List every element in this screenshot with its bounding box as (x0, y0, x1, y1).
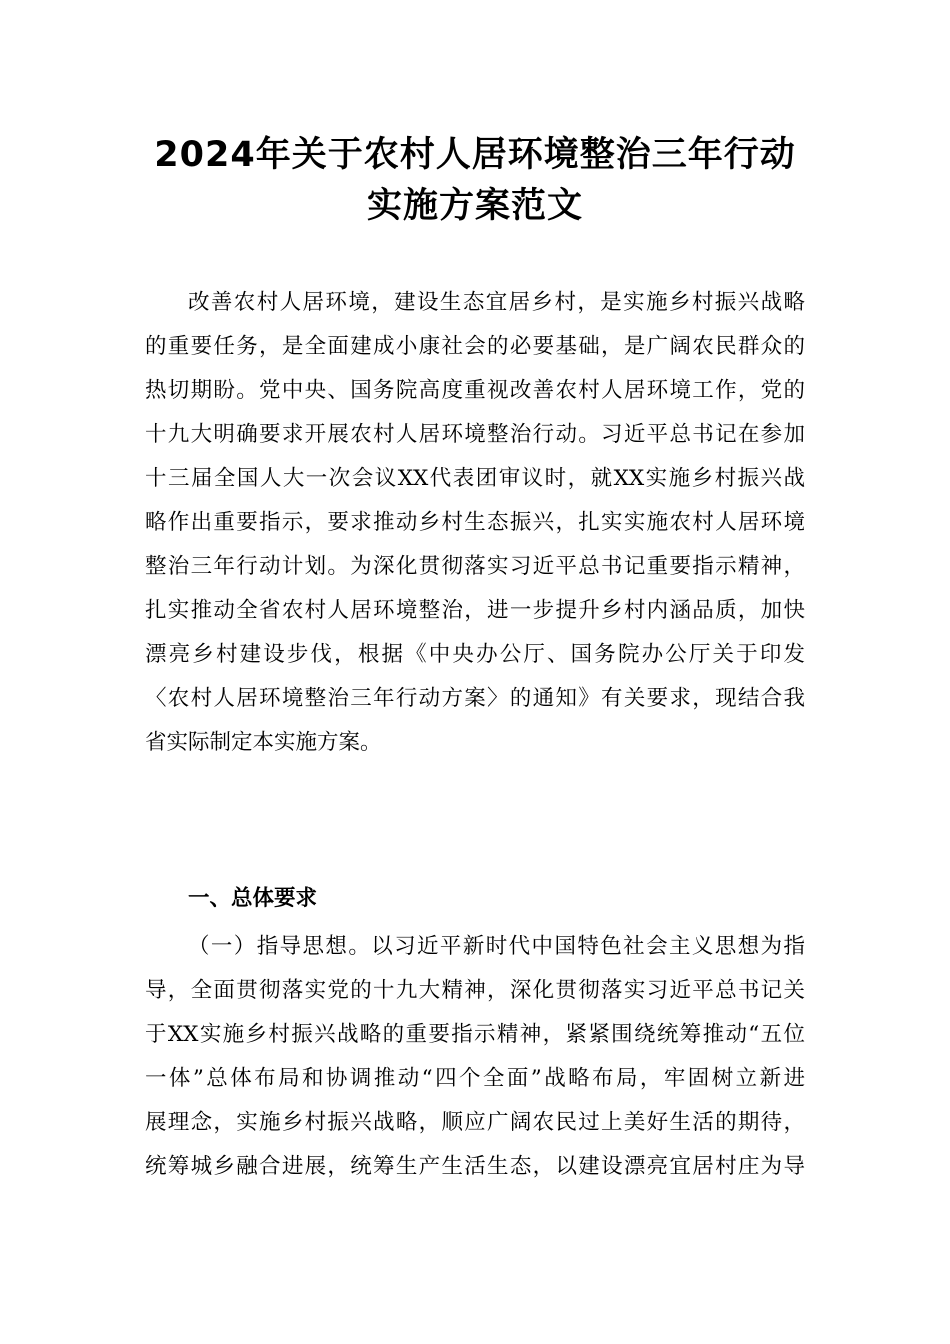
paragraph-line: 的重要任务，是全面建成小康社会的必要基础，是广阔农民群众的 (145, 334, 805, 359)
paragraph-line: 漂亮乡村建设步伐，根据《中央办公厅、国务院办公厅关于印发 (145, 642, 805, 667)
paragraph-line: 一体”总体布局和协调推动“四个全面”战略布局，牢固树立新进 (145, 1066, 805, 1091)
paragraph-line: 十九大明确要求开展农村人居环境整治行动。习近平总书记在参加 (145, 422, 805, 447)
document-title-line-1: 2024年关于农村人居环境整治三年行动 (154, 135, 796, 175)
intro-paragraph (145, 281, 805, 765)
paragraph-line: 于XX实施乡村振兴战略的重要指示精神，紧紧围绕统筹推动“五位 (145, 1022, 805, 1047)
document-title-line-2: 实施方案范文 (366, 186, 583, 226)
paragraph-line: 扎实推动全省农村人居环境整治，进一步提升乡村内涵品质，加快 (145, 598, 805, 623)
paragraph-line: 省实际制定本实施方案。 (145, 730, 382, 755)
paragraph-line: 改善农村人居环境，建设生态宜居乡村，是实施乡村振兴战略 (188, 290, 805, 315)
paragraph-line: 热切期盼。党中央、国务院高度重视改善农村人居环境工作，党的 (145, 378, 805, 403)
paragraph-line: 〈农村人居环境整治三年行动方案〉的通知》有关要求，现结合我 (145, 686, 805, 711)
paragraph-line: 十三届全国人大一次会议XX代表团审议时，就XX实施乡村振兴战 (145, 466, 805, 491)
paragraph-line: 统筹城乡融合进展，统筹生产生活生态，以建设漂亮宜居村庄为导 (145, 1154, 805, 1179)
paragraph-line: 展理念，实施乡村振兴战略，顺应广阔农民过上美好生活的期待， (145, 1110, 805, 1135)
section-heading: 一、总体要求 (188, 886, 318, 911)
paragraph-line: 导，全面贯彻落实党的十九大精神，深化贯彻落实习近平总书记关 (145, 978, 805, 1003)
section-paragraph (145, 925, 805, 1189)
paragraph-line: 略作出重要指示，要求推动乡村生态振兴，扎实实施农村人居环境 (145, 510, 805, 535)
paragraph-line: （一）指导思想。以习近平新时代中国特色社会主义思想为指 (188, 934, 805, 959)
paragraph-line: 整治三年行动计划。为深化贯彻落实习近平总书记重要指示精神， (145, 554, 805, 579)
